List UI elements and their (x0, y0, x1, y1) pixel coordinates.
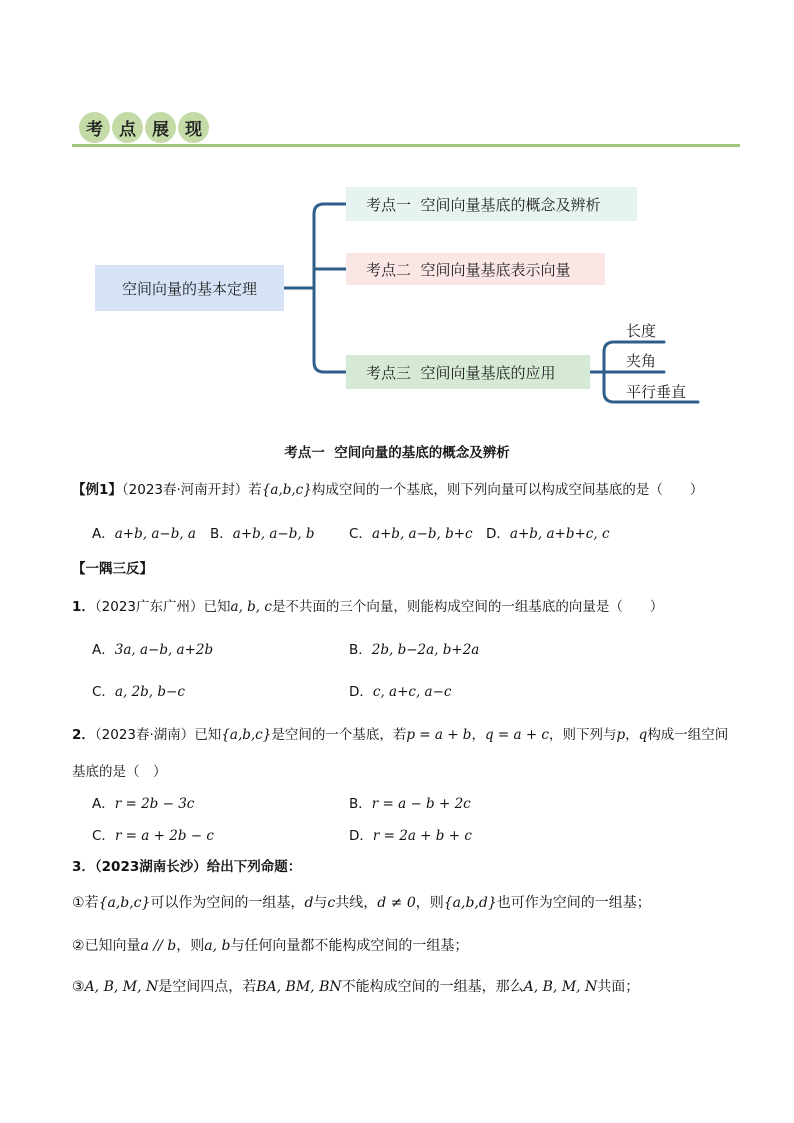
math-expr: r = a − b + 2c (371, 796, 471, 812)
proposition-2 (72, 935, 468, 955)
math-expr: r = 2a + b + c (372, 828, 472, 844)
math-expr: a+b, a−b, b (232, 526, 315, 542)
header-char: 展 (145, 112, 176, 143)
math-expr: a, 2b, b−c (114, 684, 185, 700)
question-text: 给出下列命题： (206, 859, 302, 875)
question-2 (72, 723, 728, 743)
option-c[interactable] (92, 680, 185, 700)
option-key: C． (349, 526, 372, 542)
math-expr: A, B, M, N (84, 979, 159, 995)
text: 与 (313, 895, 328, 911)
example-text: 构成空间的一个基底，则下列向量可以构成空间基底的是（ ） (311, 482, 704, 498)
mindmap-branch-label: 考点三 空间向量基底的应用 (366, 363, 556, 382)
math-expr: c (327, 895, 336, 911)
math-expr: {a,b,c} (221, 727, 272, 743)
text: 是空间四点，若 (158, 979, 257, 995)
option-b[interactable] (349, 638, 479, 658)
question-text: 已知 (194, 727, 222, 743)
question-number: 3． (72, 859, 95, 875)
option-key: B． (210, 526, 233, 542)
mindmap-root (95, 265, 284, 311)
math-expr: a // b (140, 938, 177, 954)
question-text: 已知 (203, 599, 231, 615)
question-3 (72, 855, 301, 875)
option-key: C． (92, 828, 115, 844)
text: 不能构成空间的一组基，那么 (341, 979, 524, 995)
math-expr: 2b, b−2a, b+2a (371, 642, 480, 658)
text: ，则 (415, 895, 444, 911)
math-expr: A, B, M, N (523, 979, 598, 995)
option-key: D． (349, 828, 373, 844)
question-number: 2． (72, 727, 95, 743)
proposition-mark: ③ (72, 979, 85, 995)
option-a[interactable] (92, 792, 194, 812)
math-expr: 3a, a−b, a+2b (114, 642, 214, 658)
math-expr: a+b, a−b, a (114, 526, 196, 542)
math-expr: r = 2b − 3c (114, 796, 195, 812)
question-text: ， (471, 727, 485, 743)
text: 也可作为空间的一组基； (496, 895, 651, 911)
mindmap-branch-2 (346, 253, 605, 285)
option-b[interactable] (210, 522, 315, 542)
header-char: 点 (112, 112, 143, 143)
math-expr: d ≠ 0 (377, 895, 416, 911)
math-expr: a, b (204, 938, 231, 954)
math-expr: d (304, 895, 314, 911)
math-expr: c, a+c, a−c (372, 684, 452, 700)
question-2-line-2: 基底的是（ ） (72, 764, 167, 780)
option-d[interactable] (486, 522, 610, 542)
mindmap-branch-1 (346, 187, 637, 221)
option-key: D． (486, 526, 510, 542)
math-expr: r = a + 2b − c (114, 828, 214, 844)
text: 可以作为空间的一组基， (150, 895, 305, 911)
header-char: 考 (79, 112, 110, 143)
option-d[interactable] (349, 680, 451, 700)
math-expr: {a,b,c} (261, 482, 312, 498)
mindmap-leaf: 平行垂直 (626, 383, 687, 401)
option-key: A． (92, 642, 115, 658)
option-key: A． (92, 526, 115, 542)
option-key: B． (349, 642, 372, 658)
option-key: B． (349, 796, 372, 812)
option-c[interactable] (349, 522, 473, 542)
proposition-1 (72, 892, 651, 912)
option-d[interactable] (349, 824, 472, 844)
proposition-mark: ② (72, 938, 85, 954)
option-key: D． (349, 684, 373, 700)
question-source: （2023春·湖南） (94, 727, 195, 743)
text: 共面； (597, 979, 640, 995)
mindmap-branch-3 (346, 355, 590, 389)
question-source: （2023广东广州） (94, 599, 204, 615)
math-expr: q (638, 727, 648, 743)
proposition-mark: ① (72, 895, 85, 911)
option-key: C． (92, 684, 115, 700)
math-expr: a+b, a+b+c, c (509, 526, 610, 542)
mindmap-leaf: 夹角 (626, 352, 657, 370)
math-expr: BA, BM, BN (256, 979, 342, 995)
text: 已知向量 (84, 938, 141, 954)
question-text: 是空间的一个基底，若 (271, 727, 407, 743)
practice-heading: 【一隅三反】 (72, 561, 153, 577)
question-source: （2023湖南长沙） (94, 859, 207, 875)
example-tag: 【例1】 (72, 482, 122, 498)
question-1 (72, 595, 663, 615)
proposition-3 (72, 976, 639, 996)
text: 共线， (335, 895, 378, 911)
mindmap-branch-label: 考点二 空间向量基底表示向量 (366, 260, 571, 279)
question-text: ，则下列与 (549, 727, 617, 743)
mindmap-root-label: 空间向量的基本定理 (121, 279, 257, 298)
example-text: （2023春·河南开封）若 (121, 482, 262, 498)
math-expr: q = a + c (484, 727, 549, 743)
connector-trunk (314, 204, 346, 372)
mindmap-branch-label: 考点一 空间向量基底的概念及辨析 (366, 195, 601, 214)
option-key: A． (92, 796, 115, 812)
math-expr: a, b, c (230, 599, 272, 615)
option-c[interactable] (92, 824, 214, 844)
math-expr: p = a + b (406, 727, 472, 743)
option-a[interactable] (92, 638, 213, 658)
mindmap-leaf: 长度 (626, 322, 657, 340)
example-1-question (72, 478, 703, 498)
text: 若 (84, 895, 99, 911)
question-text: 是不共面的三个向量，则能构成空间的一组基底的向量是（ ） (271, 599, 664, 615)
header-char: 现 (178, 112, 209, 143)
option-b[interactable] (349, 792, 471, 812)
text: ，则 (176, 938, 205, 954)
math-expr: p (616, 727, 626, 743)
math-expr: {a,b,d} (443, 895, 497, 911)
math-expr: {a,b,c} (98, 895, 151, 911)
section-title: 考点一 空间向量的基底的概念及辨析 (284, 445, 510, 461)
question-text: 构成一组空间 (647, 727, 729, 743)
math-expr: a+b, a−b, b+c (371, 526, 473, 542)
question-text: ， (625, 727, 639, 743)
option-a[interactable] (92, 522, 196, 542)
text: 与任何向量都不能构成空间的一组基； (230, 938, 469, 954)
question-number: 1． (72, 599, 95, 615)
